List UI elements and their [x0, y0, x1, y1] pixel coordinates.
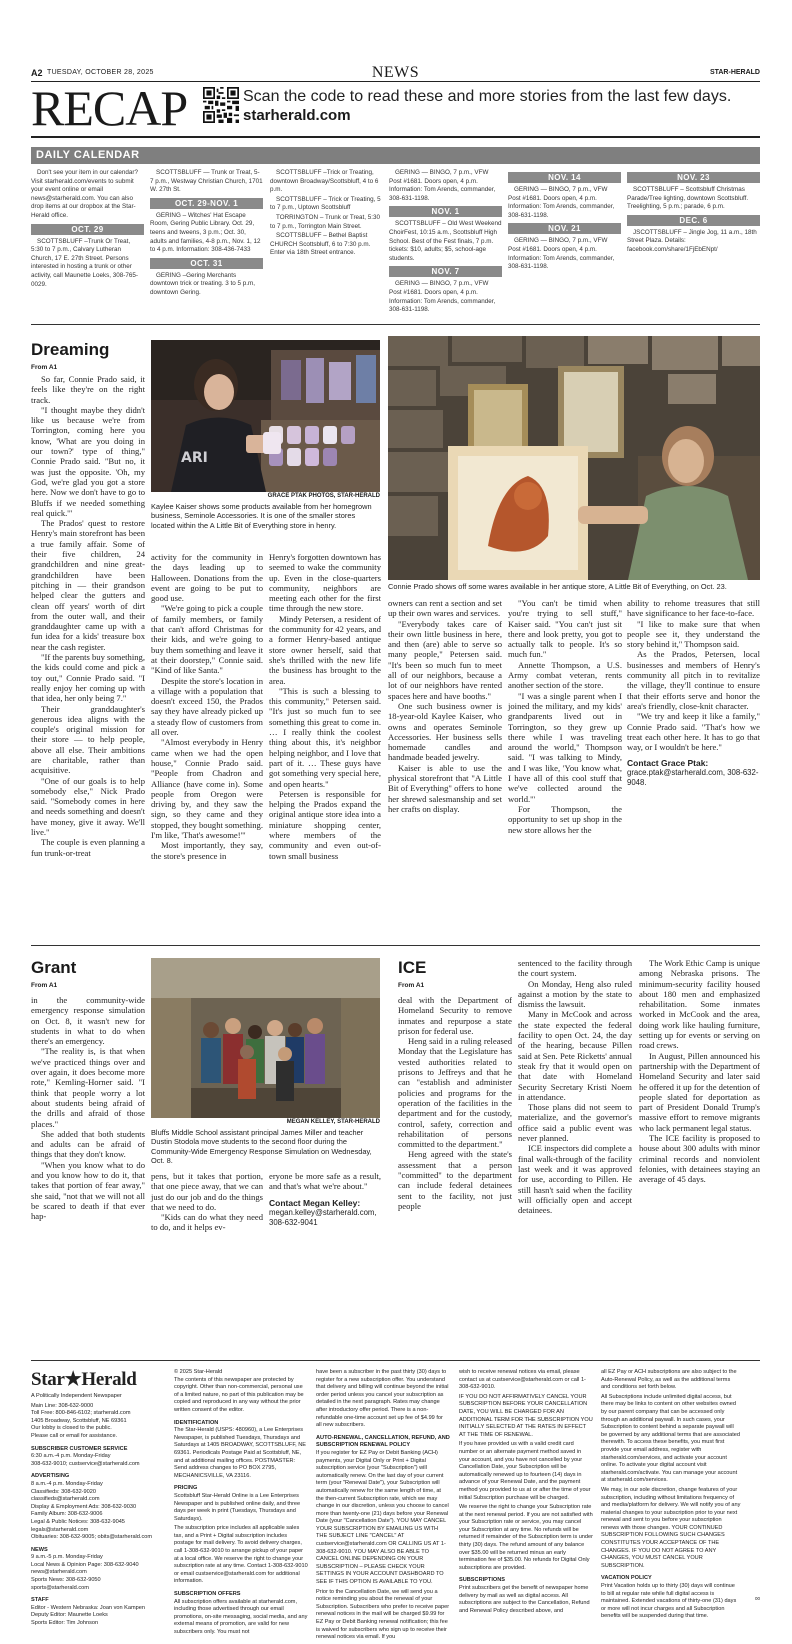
paragraph: Their granddaughter's generous idea aligns with the couple's original mission for their store — to help people, above all else. Their ambitions are charitable, rather than acquisitive.	[31, 703, 145, 776]
calendar-entry: GERING — BINGO, 7 p.m., VFW Post #1681. Doors open, 4 p.m. Information: Tom Arends, commander, 308-631-1198.	[508, 237, 615, 271]
calendar-date-heading: OCT. 29-NOV. 1	[150, 198, 263, 209]
section-name: NEWS	[371, 64, 420, 81]
calendar-date-heading: NOV. 7	[389, 266, 502, 277]
calendar-column-5	[508, 169, 621, 273]
paragraph: "We try and keep it like a family," Connie Prado said. "That's how we treat each other here. It has to go that way, or I wouldn't be here."	[627, 711, 760, 753]
calendar-intro: Don't see your item in our calendar? Visit starherald.com/events to submit your event online or email news@starherald.com. You can also drop items at our dropbox at the Star-Herald office.	[31, 169, 138, 219]
paragraph: Annette Thompson, a U.S. Army combat veteran, rents another section of the store.	[508, 659, 622, 691]
masthead-line: classifieds@starherald.com	[31, 1496, 100, 1503]
paragraph: "Everybody takes care of their own little business in here, and then (are) able to serve so many people," Petersen said. "It's been so much fun to meet all of our neighbors, because a lot of our neighbors have rented spaces here and have booths."	[388, 618, 502, 701]
calendar-column-4	[389, 169, 502, 316]
masthead-line: Sports News: 308-632-9050	[31, 1577, 101, 1584]
masthead-line: Please call or email for assistance.	[31, 1432, 118, 1439]
paragraph: Many in McCook and across the state expected the federal facility to open Oct. 24, the day of the hearing, because Pillen said at Sen. Pete Ricketts' annual steak fry that it would open on that date with Homeland Security Secretary Kristi Noem in attendance.	[518, 1009, 632, 1102]
masthead-tagline: A Politically Independent Newspaper	[31, 1393, 122, 1399]
section-heading: IDENTIFICATION	[174, 1419, 219, 1426]
masthead-line: 8 a.m.-4 p.m. Monday-Friday	[31, 1480, 103, 1487]
paragraph: in the community-wide emergency response simulation on Oct. 8, it wasn't new for students in what to do when there's an emergency.	[31, 995, 145, 1047]
paragraph: Petersen is responsible for helping the Prados expand the original antique store idea into a miniature shopping center, where members of the community and even out-of-town small business	[269, 788, 381, 861]
photo-school-hallway[interactable]	[151, 958, 380, 1118]
story-headline[interactable]: Dreaming	[31, 340, 110, 359]
calendar-date-heading: NOV. 21	[508, 223, 621, 234]
photo-credit: GRACE PTAK PHOTOS, STAR-HERALD	[267, 493, 380, 499]
fine-print-column-5	[601, 1369, 741, 1623]
paragraph: So far, Connie Prado said, it feels like they're on the right track.	[31, 374, 145, 405]
paragraph: "I was a single parent when I joined the military, and my kids' grandparents lived out in Torrington, so they grew up there while I was traveling around the world," Thompson said. "I was talking to Mindy, and I was like, 'You know what, I have all of this cool stuff that we've collected around the world.'"	[508, 690, 622, 804]
paragraph: Henry's forgotten downtown has seemed to wake the community up. Even in the close-quarters community, neighbors are meeting each other for the first time through the new store.	[269, 552, 381, 614]
photo-kaylee-kaiser[interactable]	[151, 340, 380, 492]
calendar-date-heading: NOV. 23	[627, 172, 760, 183]
fine-print: wish to receive renewal notices via email, please contact us at custservice@starherald.com or call 1-308-632-9010.	[459, 1369, 586, 1391]
paragraph: "This is such a blessing to this community," Petersen said. "It's just so much fun to see something this great to come in. … I really think the coolest thing about this, it's neighbor helping neighbor, and I love that part of it. … These guys have got something very special here, and open hearts."	[269, 685, 381, 789]
paragraph: Heng agreed with the state's assessment that a person "committed" to the department can include federal detainees sent to the facility, not just people	[398, 1149, 512, 1211]
dreaming-column-2	[151, 552, 263, 861]
masthead-line: Toll Free: 800-846-6102; starherald.com	[31, 1410, 131, 1417]
calendar-entry: JSCOTTSBLUFF – Jingle Jog, 11 a.m., 18th Street Plaza. Details: facebook.com/share/1FjEbENpt/	[627, 228, 757, 253]
section-heading: SUBSCRIPTIONS	[459, 1577, 505, 1584]
fine-print: All subscription offers available at starherald.com, including those advertised through our email promotions, on-site messaging, social media, and any external means of promotion, are valid for new subscribers only. You must not	[174, 1598, 308, 1635]
contact-info[interactable]: grace.ptak@starherald.com, 308-632-9048.	[627, 768, 759, 788]
calendar-entry: GERING — BINGO, 7 p.m., VFW Post #1681. Doors open, 4 p.m. Information: Tom Arends, commander, 308-631-1198.	[508, 186, 615, 219]
paragraph: "One of our goals is to help somebody else," Nick Prado said. "Somebody comes in here and needs something and doesn't have money, give it away. We'll live."	[31, 775, 145, 838]
star-herald-logo: Star★Herald	[31, 1369, 137, 1390]
calendar-date-heading: DEC. 6	[627, 215, 760, 226]
section-heading: NEWS	[31, 1546, 48, 1553]
paragraph: "We're going to pick a couple of family members, or family that can't afford Christmas for their kids, and we're going to buy them something and leave it at their doorstep," Connie said. "Kind of like Santa."	[151, 603, 263, 676]
dreaming-column-4	[388, 598, 502, 814]
masthead-line: Family Album: 308-632-9006	[31, 1511, 103, 1518]
divider	[31, 136, 760, 138]
calendar-column-2	[150, 169, 263, 299]
jump-line: From A1	[398, 982, 425, 989]
masthead-line: Sports Editor: Tim Johnson	[31, 1620, 99, 1627]
fine-print: Scottsbluff Star-Herald Online is a Lee Enterprises Newspaper and is published online daily, and three days per week in print (Tuesdays, Thursdays and Saturdays).	[174, 1492, 301, 1522]
paragraph: One such business owner is 18-year-old Kaylee Kaiser, who owns and operates Seminole Accessories. Her business sells homemade candles and handmade beaded jewelry.	[388, 700, 502, 763]
fine-print: The subscription price includes all applicable sales tax, and a Print + Digital subscription includes postage for mail delivery. To avoid delivery charges, call 1-308-632-9010 to arrange pickup of your paper at a local office. We reserve the right to change your subscription rate at any time. Contact 1-308-632-9010 or email custservice@starherald.com for additional information.	[174, 1525, 308, 1585]
paragraph: The Prados' quest to restore Henry's main storefront has been a true family affair. Some of their five children, 24 grandchildren and nine great-grandchildren have been pitching in — their grandson helped clear the gutters and clean off years' worth of dirt from the outer wall, and their granddaughter came up with a fun idea for a kids' treasure box near the cash register.	[31, 518, 145, 652]
paragraph: She added that both students and adults can be afraid of things that they don't know.	[31, 1128, 145, 1160]
paragraph: The Work Ethic Camp is unique among Nebraska prisons. The minimum-security facility housed about 180 men and emphasized rehabilitation. Some inmates worked in McCook and the area, doing work like hauling furniture, setting up for events or serving on road crews.	[639, 958, 760, 1051]
paragraph: owners can rent a section and set up their own wares and services.	[388, 598, 502, 619]
calendar-column-6	[627, 169, 760, 256]
calendar-entry: GERING – Witches' Hat Escape Room, Gering Public Library. Oct. 29, teens and tweens, 3 p.m.; Oct. 30, adults and families, 4-8 p.m., Nov. 1, 12 to 4 p.m. Information: 308-436-7433	[150, 211, 261, 254]
photo-connie-prado[interactable]	[388, 336, 760, 580]
fine-print: We may, in our sole discretion, change features of your subscription, including without limitations frequency of and media/platform for delivery. We will notify you of any material changes to your subscription prior to your next renewal and sent to you before your subscription renews with those changes. YOUR CONTINUED SUBSCRIPTION FOLLOWING SUCH CHANGES CONSTITUTES YOUR ACCEPTANCE OF THE CHANGES. IF YOU DO NOT AGREE TO ANY CHANGES, YOU MUST CANCEL YOUR SUBSCRIPTION.	[601, 1486, 741, 1569]
photo-credit: MEGAN KELLEY, STAR-HERALD	[286, 1119, 380, 1125]
contact-info[interactable]: megan.kelley@starherald.com, 308-632-9041	[269, 1207, 377, 1227]
section-heading: VACATION POLICY	[601, 1575, 652, 1582]
masthead-line: Legal & Public Notices: 308-632-9045	[31, 1518, 125, 1525]
paragraph: Despite the store's location in a village with a population that doesn't exceed 150, the Prados say they have already picked up a steady flow of customers from all over.	[151, 675, 263, 738]
contact-heading: Contact Megan Kelley:	[269, 1197, 361, 1208]
paragraph: "If the parents buy something, the kids could come and pick a toy out," Connie Prado said. "I really enjoy her coming up with that idea, her only being 7."	[31, 652, 145, 704]
section-heading: SUBSCRIPTION OFFERS	[174, 1591, 241, 1598]
paragraph: The ICE facility is proposed to house about 300 adults with minor criminal records and nonviolent felonies, with detainees staying an average of 45 days.	[639, 1133, 760, 1185]
masthead-line: Main Line: 308-632-9000	[31, 1402, 94, 1409]
recap-title: RECAP	[31, 80, 188, 136]
jump-line: From A1	[31, 364, 58, 371]
paragraph: For Thompson, the opportunity to set up shop in the new store allows her the	[508, 803, 622, 835]
fine-print: We reserve the right to change your Subscription rate at the next renewal period. If you are not satisfied with your Subscription rate or service, you may cancel your Subscription at any time. No refunds will be returned if remainder of the Subscription term is under thirty (30) days. The refund amount of any balance over $35.00 will be returned minus an early termination fee of $35.00. No refunds for Digital Only subscriptions are provided.	[459, 1504, 594, 1571]
calendar-entry: SCOTTSBLUFF – Old West Weekend ChoirFest, 10:15 a.m., Scottsbluff High School. Best of the Fest finals, 7 p.m. tickets: $10, adults; $5, school-age students.	[389, 220, 502, 262]
fine-print: IF YOU DO NOT AFFIRMATIVELY CANCEL YOUR SUBSCRIPTION BEFORE YOUR CANCELLATION DATE, YOU WILL BE CHARGED FOR AN ADDITIONAL TERM FOR THE SUBSCRIPTION YOU INITIALLY SELECTED AT THE RATES IN EFFECT AT THE TIME OF RENEWAL.	[459, 1393, 593, 1438]
fine-print: Print Vacation holds up to thirty (30) days will continue to bill at regular rate while full digital access is maintained. Extended vacations of thirty-one (31) days or more will not incur charges and all Subscription benefits will be suspended during that time.	[601, 1583, 737, 1620]
calendar-entry: SCOTTSBLUFF –Trick or Treating, downtown Broadway/Scottsbluff, 4 to 6 p.m.	[270, 169, 379, 194]
masthead-line: news@starherald.com	[31, 1569, 87, 1576]
fine-print-column-4	[459, 1369, 593, 1617]
paragraph: In August, Pillen announced his partnership with the Department of Homeland Security and later said he offered it up for the detention of people slated for deportation as part of President Donald Trump's massive effort to remove migrants who lack permanent legal status.	[639, 1050, 760, 1133]
page-number: A2	[31, 68, 43, 78]
paragraph: Heng said in a ruling released Monday that the Legislature has vested authorities related to prisons to Jeffreys and that he can "establish and administer policies and programs for the operation of the facilities in the department and for the custody, control, safety, correction and rehabilitation of persons committed to the department."	[398, 1036, 512, 1150]
fine-print: If you have provided us with a valid credit card number or an alternate payment method saved in your account, and you have not cancelled by your Cancellation Date, your Subscription will be automatically renewed up to fourteen (14) days in advance of your Renewal Date, and the payment method you provided to us at or after the time of your initial Subscription purchase will be charged.	[459, 1441, 591, 1501]
paragraph: sentenced to the facility through the court system.	[518, 958, 632, 979]
paragraph: "You can't be timid when you're trying to sell stuff," Kaiser said. "You can't just sit there and look pretty, you got to actually talk to people. It's so much fun."	[508, 598, 622, 660]
paragraph: On Monday, Heng also ruled against a motion by the state to dismiss the lawsuit.	[518, 978, 632, 1010]
fine-print-column-2	[174, 1369, 308, 1639]
paragraph: ICE inspectors did complete a final walk-through of the facility last week and it was approved for use, according to Pillen. He still hasn't said when the facility will officially open and accept detainees.	[518, 1143, 632, 1216]
issue-date: TUESDAY, OCTOBER 28, 2025	[47, 69, 154, 76]
paragraph: activity for the community in the days leading up to Halloween. Donations from the event are going to be put to good use.	[151, 552, 263, 604]
paragraph: ability to rehome treasures that still have significance to her face-to-face.	[627, 598, 760, 619]
fine-print: All Subscriptions include unlimited digital access, but there may be links to content on other websites owned by our parent company that can be accessed only through an additional paywall. In such cases, your Subscription to content behind a separate paywall will be governed by any additional terms that are associated therewith. To access these benefits, you must first provide your email address, register with starherald.com/services, and activate your account online. To activate your digital account visit starherald.com/activate. You can manage your account at starherald.com/services.	[601, 1393, 740, 1484]
calendar-entry: GERING — BINGO, 7 p.m., VFW Post #1681. Doors open, 4 p.m. Information: Tom Arends, commander, 308-631-1198.	[389, 280, 496, 314]
jump-line: From A1	[31, 982, 58, 989]
masthead-line: Display & Employment Ads: 308-632-9030	[31, 1503, 137, 1510]
fine-print: Print subscribers get the benefit of newspaper home delivery by mail as well as digital access. All subscriptions are subject to the Cancellation, Refund and Renewal Policy described above, and	[459, 1585, 590, 1614]
calendar-column-1	[31, 169, 144, 290]
ice-column-2	[518, 958, 632, 1215]
fine-print: © 2025 Star-Herald The contents of this newspaper are protected by copyright. Other than non-commercial, personal use of a limited nature, no part of this publication may be copied and reproduced in any way without the prior written consent of the editor.	[174, 1369, 304, 1413]
masthead-line: Local News & Opinion Page: 308-632-9040	[31, 1561, 139, 1568]
paragraph: "Kids can do what they need to do, and it helps ev-	[151, 1212, 263, 1233]
paragraph: Those plans did not seem to materialize, and the governor's office said a public event was never planned.	[518, 1102, 632, 1144]
photo-caption: Kaylee Kaiser shows some products available from her homegrown business, Seminole Accessories. It is one of the smaller stores located within the A Little Bit of Everything store in henry.	[151, 502, 372, 530]
grant-column-2	[151, 1171, 263, 1233]
calendar-entry: TORRINGTON – Trunk or Treat, 5:30 to 7 p.m., Torrington Main Street.	[270, 213, 381, 230]
masthead-line: Obituaries: 308-632-9005; obits@starherald.com	[31, 1534, 153, 1541]
masthead-line: 1405 Broadway, Scottsbluff, NE 69361	[31, 1417, 127, 1424]
calendar-entry: SCOTTSBLUFF – Trick or Treating, 5 to 7 p.m., Uptown Scottsbluff	[270, 195, 381, 212]
divider	[31, 945, 760, 946]
qr-code-icon[interactable]	[203, 87, 239, 123]
masthead-line: 6:30 a.m.-4 p.m. Monday-Friday	[31, 1453, 111, 1460]
paragraph: eryone be more safe as a result, and that's what we're about."	[269, 1171, 381, 1192]
section-heading: STAFF	[31, 1597, 49, 1604]
masthead-line: 9 a.m.-5 p.m. Monday-Friday	[31, 1554, 103, 1561]
publication-name: STAR-HERALD	[709, 69, 760, 76]
calendar-entry: SCOTTSBLUFF – Scottsbluff Christmas Parade/Tree lighting, downtown Scottsbluff. Treelighting, 5 p.m.; parade, 6 p.m.	[627, 186, 749, 211]
paragraph: "I like to make sure that when people see it, they understand the story behind it," Thompson said.	[627, 618, 760, 650]
divider	[31, 1360, 760, 1361]
calendar-date-heading: NOV. 1	[389, 206, 502, 217]
paragraph: deal with the Department of Homeland Security to remove inmates and repurpose a state prison for federal use.	[398, 995, 512, 1036]
section-heading: ADVERTISING	[31, 1473, 70, 1480]
paragraph: As the Prados, Petersen, local businesses and members of Henry's community all pitch in to revitalize the village, they'll continue to ensure that their efforts serve and honor the area's friendly, close-knit character.	[627, 649, 760, 711]
paragraph: Mindy Petersen, a resident of the community for 42 years, and a former Henry-based antique store owner herself, said that she's thrilled with the new life the business has brought to the area.	[269, 613, 381, 686]
fine-print: have been a subscriber in the past thirty (30) days to register for a new subscription offer. You understand that delivery and billing will continue beyond the initial order period unless you cancel your subscription as detailed in the next paragraph. Rates may change after introductory offer period. There is a non-refundable one-time account set up fee of $4.99 for all new subscribers.	[316, 1369, 449, 1429]
masthead-line: legals@starherald.com	[31, 1526, 89, 1533]
fine-print: The Star-Herald (USPS: 480960), a Lee Enterprises Newspaper, is published Tuesdays, Thursdays and Saturdays at 1405 BROADWAY, SCOTTSBLUFF, NE 69361. Periodicals Postage Paid at Scottsbluff, NE, and at additional mailing offices. POSTMASTER: Send address changes to PO BOX 2795, MECHANICSVILLE, VA 23116.	[174, 1427, 307, 1479]
recap-tagline: Scan the code to read these and more stories from the last few days.	[243, 88, 732, 105]
contact-heading: Contact Grace Ptak:	[627, 758, 709, 769]
masthead-line: Our lobby is closed to the public.	[31, 1425, 112, 1432]
masthead-column	[31, 1369, 169, 1628]
dreaming-column-1	[31, 374, 145, 858]
page-index: 00	[754, 1596, 760, 1601]
dreaming-column-5	[508, 598, 622, 835]
section-heading: SUBSCRIBER CUSTOMER SERVICE	[31, 1445, 128, 1452]
masthead-line: Deputy Editor: Maunette Loeks	[31, 1612, 108, 1619]
paragraph: The couple is even planning a fun trunk-or-treat	[31, 837, 145, 858]
fine-print: all EZ Pay or ACH subscriptions are also subject to the Auto-Renewal Policy, as well as the additional terms and conditions set forth below.	[601, 1369, 737, 1391]
recap-url-link[interactable]: starherald.com	[243, 107, 351, 124]
dreaming-column-3	[269, 552, 381, 861]
paragraph: pens, but it takes that portion, that one piece away, that we can just do our job and do the things that we need to do.	[151, 1171, 263, 1212]
calendar-entry: SCOTTSBLUFF –Trunk Or Treat, 5:30 to 7 p.m., Calvary Lutheran Church, 17 E. 27th Street. Persons interested in hosting a trunk or other activity, call Maunette Loeks, 308-765-0029.	[31, 237, 138, 288]
calendar-entry: SCOTTSBLUFF – Bethel Baptist CHURCH Scottsbluff, 6 to 7:30 p.m. Enter via 18th Street entrance.	[270, 232, 371, 257]
section-heading: PRICING	[174, 1485, 198, 1492]
calendar-entry: GERING — BINGO, 7 p.m., VFW Post #1681. Doors open, 4 p.m. Information: Tom Arends, commander, 308-631-1198.	[389, 169, 496, 202]
daily-calendar-header: DAILY CALENDAR	[31, 147, 760, 164]
grant-column-1	[31, 995, 145, 1222]
photo-caption: Bluffs Middle School assistant principal James Miller and teacher Dustin Stodola move students to the second floor during the Community-Wide Emergency Response Simulation on Wednesday, Oct. 8.	[151, 1128, 372, 1166]
calendar-entry: SCOTTSBLUFF — Trunk or Treat, 5-7 p.m., Westway Christian Church, 1701 W. 27th St.	[150, 169, 263, 194]
section-heading: AUTO-RENEWAL, CANCELLATION, REFUND, AND SUBSCRIPTION RENEWAL POLICY	[316, 1434, 450, 1449]
story-headline[interactable]: ICE	[398, 958, 427, 977]
paragraph: Most importantly, they say, the store's presence in	[151, 840, 263, 861]
calendar-column-3	[270, 169, 383, 259]
ice-column-3	[639, 958, 760, 1185]
story-headline[interactable]: Grant	[31, 958, 77, 977]
masthead-line: Editor - Western Nebraska: Joan von Kampen	[31, 1604, 146, 1611]
calendar-date-heading: OCT. 31	[150, 258, 263, 269]
calendar-date-heading: OCT. 29	[31, 224, 144, 235]
ice-column-1	[398, 995, 512, 1211]
paragraph: "I thought maybe they didn't like us because we're from Torrington, coming here you know, 'What are you doing in our town?' type of thing," Connie Prado said. "But no, it was just the opposite. 'Oh, my God, we're glad you got a store here. Now we don't have to go to Bluffs if we needed something real quick.'"	[31, 404, 145, 518]
masthead-line: sports@starherald.com	[31, 1584, 89, 1591]
grant-column-3	[269, 1171, 381, 1228]
fine-print: Prior to the Cancellation Date, we will send you a notice reminding you about the renewal of your Subscription. Subscribers who prefer to receive paper renewal notices in the mail will be charged $9.99 for EZ Pay or Debit Banking renewal notification; this fee is waived for subscribers who sign up to receive their renewal notices via email. If you	[316, 1588, 450, 1641]
masthead-line: 308-632-9010; custservice@starherald.com	[31, 1460, 140, 1467]
paragraph: "The reality is, is that when we've practiced things over and over again, it does become more rote," Kemling-Horner said. "I think that people worry a lot about students being afraid of the drills and afraid of those places."	[31, 1046, 145, 1129]
calendar-date-heading: NOV. 14	[508, 172, 621, 183]
paragraph: "Almost everybody in Henry came when we had the open house," Connie Prado said. "People from Chadron and Alliance (have come in). Some people from Oregon were driving by, and they saw the sign, so they came and they stopped, they bought something. I'm like, 'That's awesome!'"	[151, 737, 263, 841]
photo-caption: Connie Prado shows off some wares available in her antique store, A Little Bit of Everything, on Oct. 23.	[388, 582, 727, 591]
dreaming-column-6	[627, 598, 760, 788]
paragraph: Kaiser is able to use the physical storefront that "A Little Bit of Everything" offers to hone her shrewd salesmanship and set her crafts on display.	[388, 762, 502, 814]
fine-print: If you register for EZ Pay or Debit Banking (ACH) payments, your Digital Only or Print + Digital subscription service (your "Subscription") will automatically renew. On the last day of your current term (your "Renewal Date"), your Subscription will automatically renew for the same length of time, at the then-current Subscription rate, which we may change in our discretion, unless you choose to cancel more than twenty-one (21) days before your Renewal Date (your "Cancellation Date"). YOU MAY CANCEL YOUR SUBSCRIPTION BY EMAILING US WITH THE SUBJECT LINE "CANCEL" AT custservice@starherald.com OR CALLING US AT 1-308-632-9010. YOU MAY ALSO BE ABLE TO CANCEL ONLINE DEPENDING ON YOUR SUBSCRIPTION – PLEASE CHECK YOUR SETTINGS IN YOUR ACCOUNT DASHBOARD TO SEE IF THIS OPTION IS AVAILABLE TO YOU.	[316, 1449, 449, 1586]
svg-text:ARI: ARI	[181, 450, 208, 466]
masthead-line: Classifieds: 308-632-9020	[31, 1488, 96, 1495]
calendar-entry: GERING –Gering Merchants downtown trick or treating. 3 to 5 p.m, downtown Gering.	[150, 271, 255, 296]
fine-print-column-3	[316, 1369, 450, 1644]
divider	[31, 324, 760, 325]
paragraph: "When you know what to do and you know how to do it, that takes that portion of fear away," she said, "not that we will not all be scared to death if that ever hap-	[31, 1159, 145, 1222]
